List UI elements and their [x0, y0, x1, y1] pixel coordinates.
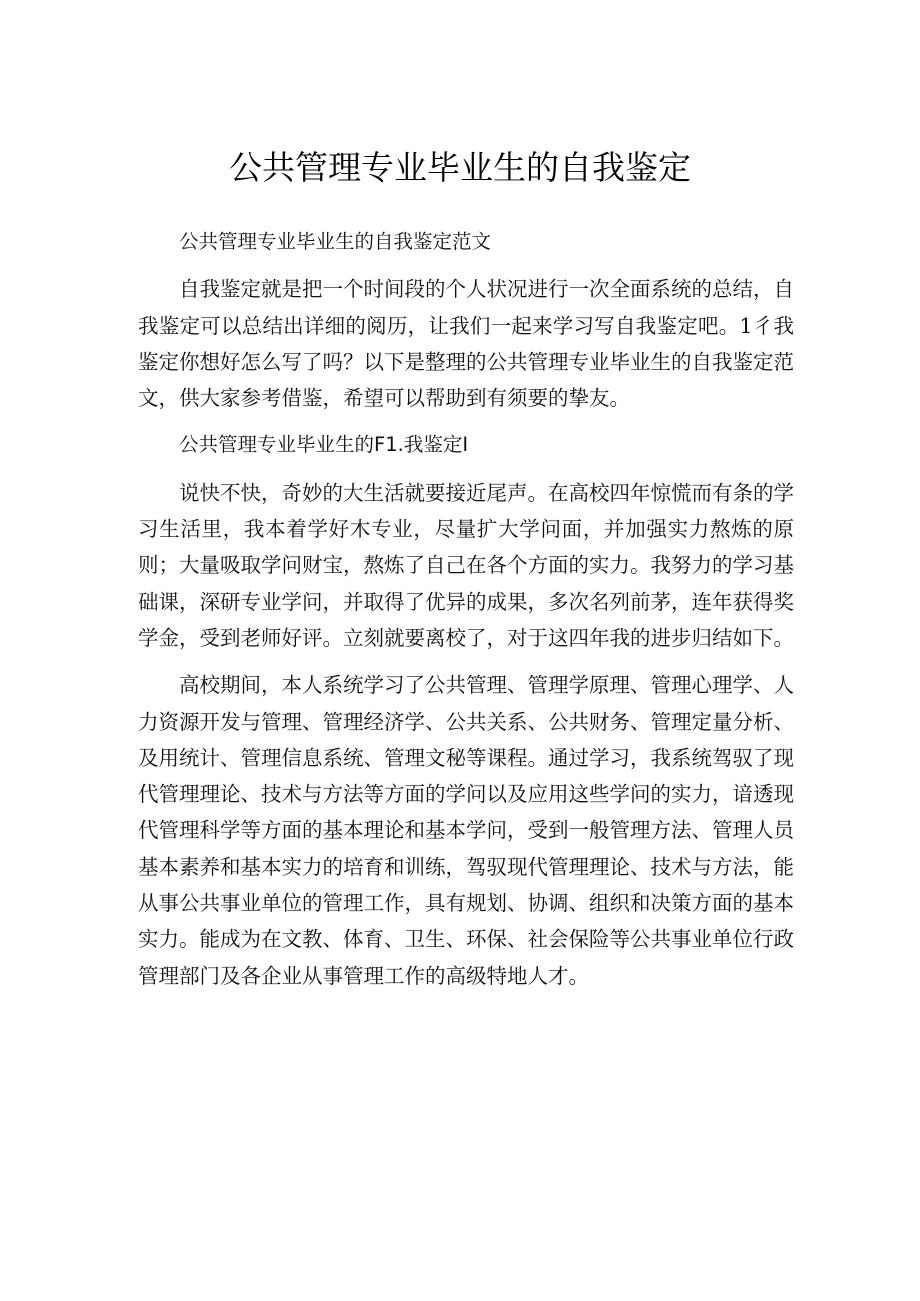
intro-paragraph: 自我鉴定就是把一个时间段的个人状况进行一次全面系统的总结，自我鉴定可以总结出详细的阅历，让我们一起来学习写自我鉴定吧。1彳我鉴定你想好怎么写了吗？以下是整理的公共管理专业毕业生的自我鉴定范文，供大家参考借鉴，希望可以帮助到有须要的挚友。 — [138, 277, 794, 411]
body-paragraph: 高校期间，本人系统学习了公共管理、管理学原理、管理心理学、人力资源开发与管理、管理经济学、公共关系、公共财务、管理定量分析、及用统计、管理信息系统、管理文秘等课程。通过学习，我系统驾驭了现代管理理论、技术与方法等方面的学问以及应用这些学问的实力，谙透现代管理科学等方面的基本理论和基本学问，受到一般管理方法、管理人员基本素养和基本实力的培育和训练，驾驭现代管理理论、技术与方法，能从事公共事业单位的管理工作，具有规划、协调、组织和决策方面的基本实力。能成为在文教、体育、卫生、环保、社会保险等公共事业单位行政管理部门及各企业从事管理工作的高级特地人才。 — [138, 673, 794, 988]
document-body — [138, 224, 794, 994]
document-title: 公共管理专业毕业生的自我鉴定 — [229, 148, 691, 187]
section-heading: 公共管理专业毕业生的F1.我鉴定I — [179, 433, 469, 457]
body-paragraph: 说快不快，奇妙的大生活就要接近尾声。在高校四年惊慌而有条的学习生活里，我本着学好木专业，尽量扩大学问面，并加强实力熬炼的原则；大量吸取学问财宝，熬炼了自己在各个方面的实力。我努力的学习基础课，深研专业学问，并取得了优异的成果，多次名列前茅，连年获得奖学金，受到老师好评。立刻就要离校了，对于这四年我的进步归结如下。 — [138, 480, 794, 650]
subtitle-line: 公共管理专业毕业生的自我鉴定范文 — [179, 230, 492, 253]
